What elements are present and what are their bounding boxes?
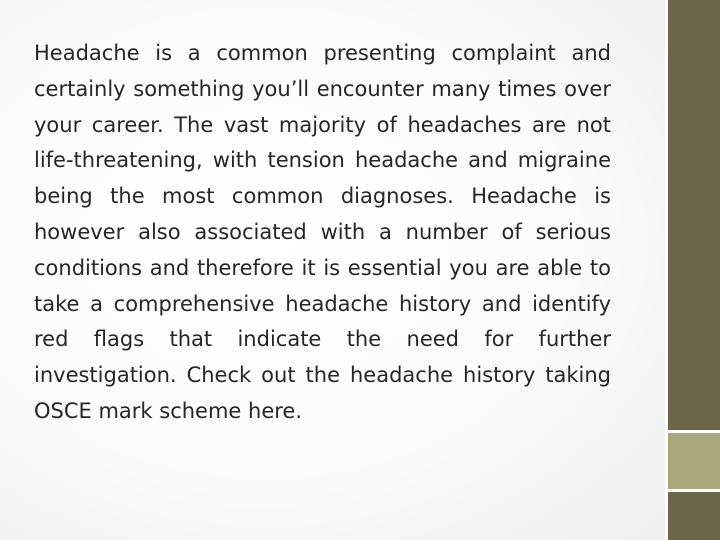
sidebar-band-top — [668, 0, 720, 430]
sidebar-band-bottom — [668, 492, 720, 540]
body-paragraph: Headache is a common presenting complaint and certainly something you’ll encounter many times over your career. The vast majority of headaches are not life-threatening, with tension headache and migraine being the most common diagnoses. Headache is however also associated with a number of serious conditions and therefore it is essential you are able to take a comprehensive headache history and identify red flags that indicate the need for further investigation. Check out the headache history taking OSCE mark scheme here. — [34, 41, 611, 423]
sidebar-accent-band — [668, 433, 720, 489]
